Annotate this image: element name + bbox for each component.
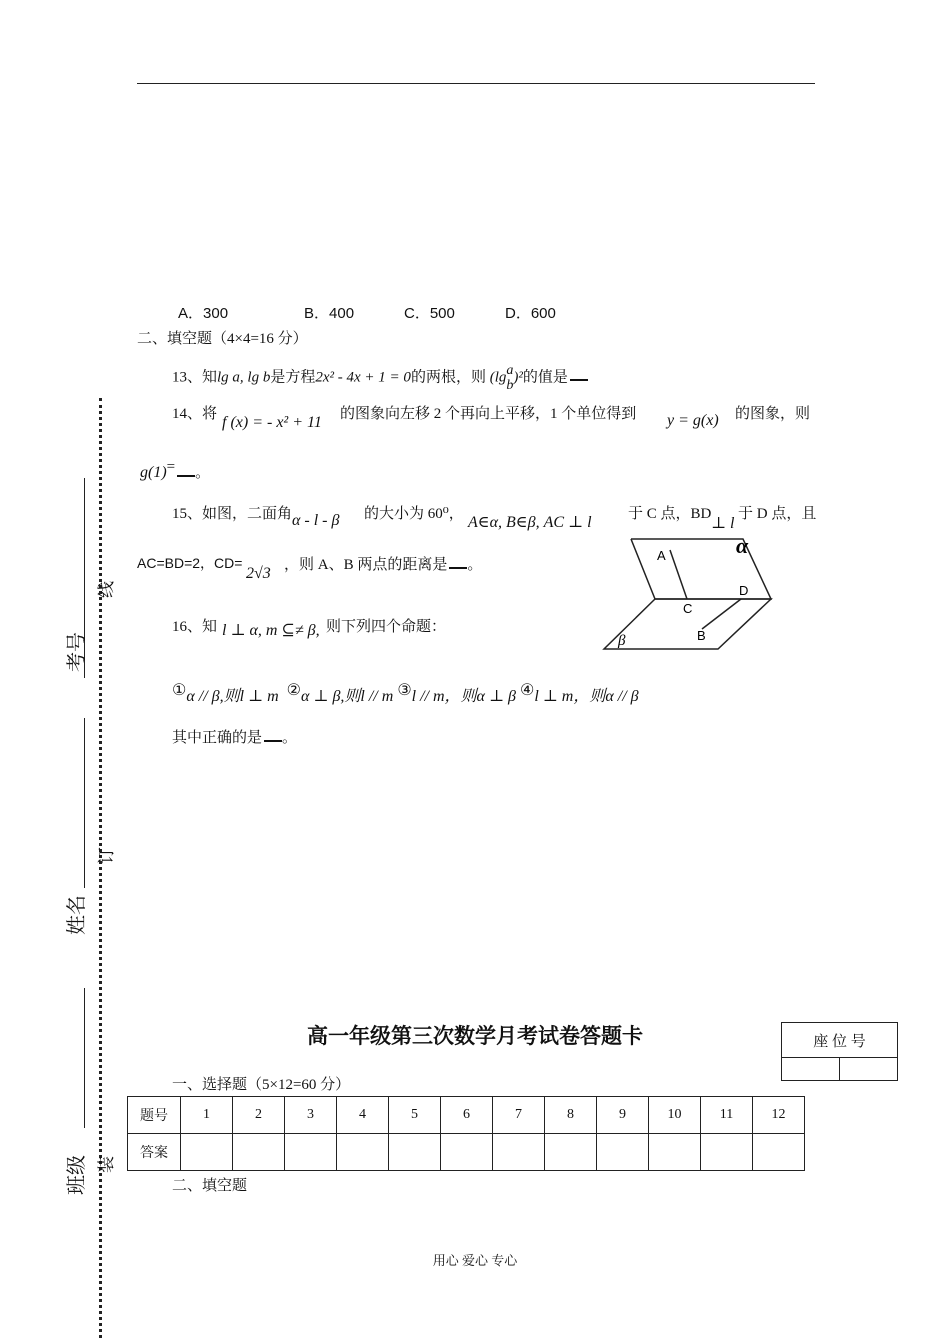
answer-cell[interactable]	[337, 1134, 389, 1171]
page-footer: 用心 爱心 专心	[432, 1253, 518, 1268]
q14-g1: g(1)	[140, 464, 167, 481]
answer-cell[interactable]	[545, 1134, 597, 1171]
answer-cell[interactable]	[493, 1134, 545, 1171]
seat-number-box	[781, 1022, 898, 1081]
answer-cell[interactable]	[441, 1134, 493, 1171]
q16-number: 16、知	[172, 619, 218, 635]
option-c: C．500	[404, 305, 455, 322]
prop4-num: ④	[519, 682, 535, 699]
q15-angle: α - l - β	[292, 512, 340, 529]
answer-grid-answer-row	[128, 1134, 805, 1171]
question-number: 12	[753, 1097, 805, 1134]
q15-period: 。	[467, 557, 483, 573]
prop2: α ⊥ β,则l // m	[301, 688, 394, 705]
q13-frac-den: b	[506, 378, 514, 393]
answer-cell[interactable]	[181, 1134, 233, 1171]
q16-propositions	[172, 680, 639, 706]
class-label: 班级	[66, 1155, 88, 1195]
row-label-number: 题号	[128, 1097, 181, 1134]
q15-ask-text: ，则 A、B 两点的距离是	[284, 557, 448, 573]
answer-grid	[127, 1096, 805, 1171]
section-fill-heading: 二、填空题（4×4=16 分）	[137, 331, 308, 347]
answer-cell[interactable]	[285, 1134, 337, 1171]
q15-perp: ⊥ l	[711, 515, 735, 532]
q15-blank	[449, 567, 467, 569]
q15-ask	[284, 553, 482, 574]
plane-alpha-edge	[631, 539, 655, 599]
q13-lg-open: (lg	[489, 369, 507, 386]
option-b: B．400	[304, 305, 355, 322]
question-number: 4	[337, 1097, 389, 1134]
margin-line-char: 线	[97, 581, 116, 598]
q13-tail: 的两根，则	[410, 369, 486, 386]
prop3: l // m，则α ⊥ β	[411, 688, 516, 705]
q13-end: 的值是	[522, 369, 568, 386]
question-number: 3	[285, 1097, 337, 1134]
q14-equals: =	[166, 459, 176, 475]
answer-card-title: 高一年级第三次数学月考试卷答题卡	[307, 1025, 643, 1048]
answer-cell[interactable]	[597, 1134, 649, 1171]
q15-tail: 于 C 点，BD	[628, 506, 712, 522]
q15-given: AC=BD=2，CD=	[137, 555, 243, 571]
label-alpha: α	[736, 533, 749, 558]
q13-blank	[570, 379, 588, 381]
question-number: 7	[493, 1097, 545, 1134]
option-a: A．300	[178, 305, 229, 322]
prop4: l ⊥ m，则α // β	[534, 688, 639, 705]
label-a: A	[657, 548, 666, 563]
label-d: D	[739, 583, 749, 598]
q13-mid: 是方程	[270, 369, 316, 386]
seat-number-cell[interactable]	[782, 1058, 840, 1081]
margin-bind-char: 装	[97, 1156, 116, 1173]
q13-lg-close: )²	[513, 369, 523, 386]
header-rule	[137, 83, 815, 84]
answer-cell[interactable]	[753, 1134, 805, 1171]
label-c: C	[683, 601, 693, 616]
question-number: 2	[233, 1097, 285, 1134]
q13-frac-num: a	[506, 363, 514, 378]
q14-gx: y = g(x)	[667, 412, 719, 429]
card-section-fill-heading: 二、填空题	[172, 1178, 248, 1194]
q14-function: f (x) = - x² + 11	[222, 414, 322, 431]
exam-no-label: 考号	[66, 632, 88, 672]
class-underline	[84, 988, 85, 1128]
prop1-num: ①	[172, 682, 187, 699]
q13-equation: 2x² - 4x + 1 = 0	[315, 369, 411, 386]
q14-number: 14、将	[172, 406, 218, 422]
question-number: 9	[597, 1097, 649, 1134]
q16-blank	[264, 740, 282, 742]
name-label: 姓名	[66, 895, 88, 935]
q15-middle: 的大小为 60⁰，	[364, 506, 464, 522]
segment-ac	[670, 550, 687, 599]
q14-line2	[140, 459, 210, 482]
q14-end: 的图象，则	[735, 406, 811, 422]
answer-cell[interactable]	[701, 1134, 753, 1171]
question-number: 8	[545, 1097, 597, 1134]
q14-period: 。	[195, 465, 211, 481]
answer-cell[interactable]	[649, 1134, 701, 1171]
margin-order-char: 订	[97, 847, 116, 864]
question-13	[172, 363, 588, 393]
q13-expr: lg a, lg b	[217, 369, 271, 386]
prop2-num: ②	[286, 682, 301, 699]
prop3-num: ③	[397, 682, 412, 699]
q15-number: 15、如图，二面角	[172, 506, 293, 522]
q15-cd: 2√3	[246, 565, 271, 582]
name-underline	[84, 718, 85, 888]
label-beta: β	[618, 633, 626, 649]
question-number: 6	[441, 1097, 493, 1134]
q14-middle: 的图象向左移 2 个再向上平移，1 个单位得到	[340, 406, 637, 422]
q15-condition: A∈α, B∈β, AC ⊥ l	[468, 514, 592, 531]
q16-ask	[172, 726, 297, 747]
row-label-answer: 答案	[128, 1134, 181, 1171]
question-number: 5	[389, 1097, 441, 1134]
answer-cell[interactable]	[389, 1134, 441, 1171]
q14-blank	[177, 475, 195, 477]
question-number: 11	[701, 1097, 753, 1134]
question-number: 1	[181, 1097, 233, 1134]
q16-ask-text: 其中正确的是	[172, 730, 263, 746]
q16-condition: l ⊥ α, m ⊆≠ β,	[222, 622, 320, 639]
answer-grid-number-row	[128, 1097, 805, 1134]
seat-number-cell[interactable]	[840, 1058, 898, 1081]
section-choice-heading: 一、选择题（5×12=60 分）	[172, 1077, 351, 1093]
binding-dotted-line	[99, 398, 102, 1338]
option-d: D．600	[505, 305, 556, 322]
segment-bd	[702, 599, 741, 629]
q16-end: 则下列四个命题：	[326, 619, 447, 635]
q16-period: 。	[282, 730, 298, 746]
q15-end: 于 D 点，且	[738, 506, 817, 522]
question-number: 10	[649, 1097, 701, 1134]
answer-cell[interactable]	[233, 1134, 285, 1171]
dihedral-figure	[598, 532, 783, 657]
seat-number-label: 座 位 号	[782, 1023, 898, 1058]
prop1: α // β,则l ⊥ m	[186, 688, 279, 705]
label-b: B	[697, 628, 706, 643]
q13-number: 13、知	[172, 369, 218, 386]
